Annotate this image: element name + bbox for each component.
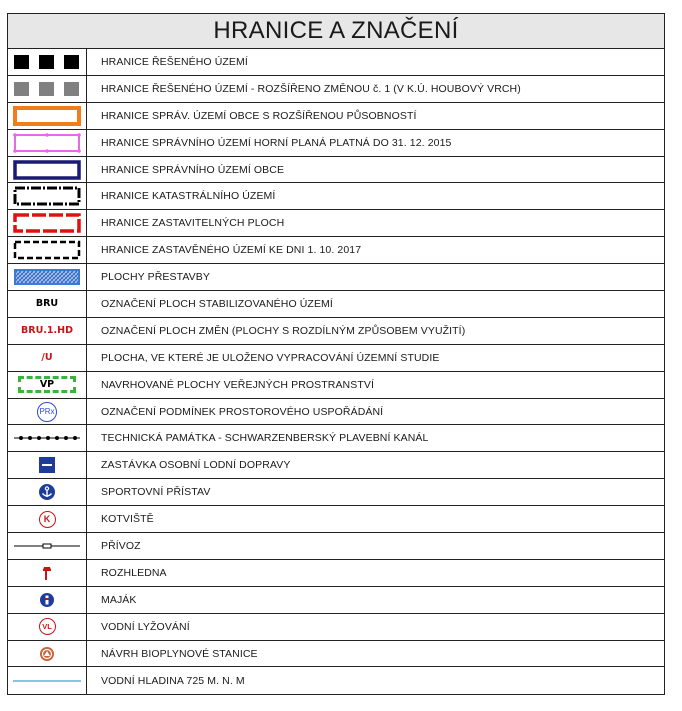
legend-table (7, 13, 665, 695)
legend-label: PLOCHA, VE KTERÉ JE ULOŽENO VYPRACOVÁNÍ ÚZEMNÍ STUDIE (101, 351, 440, 364)
legend-title: HRANICE A ZNAČENÍ (8, 14, 664, 49)
legend-label: MAJÁK (101, 593, 137, 606)
legend-label: VODNÍ LYŽOVÁNÍ (101, 620, 190, 633)
legend-row (8, 452, 664, 479)
legend-label: HRANICE ŘEŠENÉHO ÚZEMÍ (101, 55, 248, 68)
legend-label: HRANICE ZASTAVĚNÉHO ÚZEMÍ KE DNI 1. 10. 2017 (101, 244, 362, 257)
legend-row (8, 210, 664, 237)
legend-label: KOTVIŠTĚ (101, 513, 154, 526)
water-line-icon (8, 667, 87, 694)
legend-label: ZASTÁVKA OSOBNÍ LODNÍ DOPRAVY (101, 459, 291, 472)
legend-label: PŘÍVOZ (101, 539, 141, 552)
legend-code: K (43, 514, 51, 525)
prx-circle-icon (8, 399, 87, 425)
legend-label: NÁVRH BIOPLYNOVÉ STANICE (101, 647, 258, 660)
legend-label: PLOCHY PŘESTAVBY (101, 271, 210, 284)
legend-label: VODNÍ HLADINA 725 M. N. M (101, 674, 245, 687)
navy-rectangle-icon (8, 157, 87, 183)
magenta-rectangle-icon (8, 130, 87, 156)
legend-label: HRANICE SPRÁVNÍHO ÚZEMÍ HORNÍ PLANÁ PLATNÁ DO 31. 12. 2015 (101, 136, 452, 149)
red-dashed-rectangle-icon (8, 210, 87, 236)
green-dashed-box-icon (8, 372, 87, 398)
legend-row (8, 372, 664, 399)
legend-row (8, 614, 664, 641)
legend-row (8, 103, 664, 130)
legend-row (8, 587, 664, 614)
legend-code: VP (39, 379, 55, 391)
legend-row (8, 157, 664, 184)
boat-stop-icon (8, 452, 87, 478)
legend-row (8, 291, 664, 318)
legend-row (8, 237, 664, 264)
legend-row (8, 49, 664, 76)
code-text-icon (8, 318, 87, 344)
dotted-line-icon (8, 425, 87, 451)
legend-label: OZNAČENÍ PLOCH ZMĚN (PLOCHY S ROZDÍLNÝM ZPŮSOBEM VYUŽITÍ) (101, 324, 466, 337)
legend-row (8, 641, 664, 668)
legend-label: HRANICE ŘEŠENÉHO ÚZEMÍ - ROZŠÍŘENO ZMĚNOU č. 1 (V K.Ú. HOUBOVÝ VRCH) (101, 82, 521, 95)
code-text-icon (8, 345, 87, 371)
black-dashdot-rectangle-icon (8, 183, 87, 209)
legend-code: BRU.1.HD (21, 325, 73, 337)
vl-circle-icon (8, 614, 87, 640)
legend-row (8, 479, 664, 506)
legend-row (8, 345, 664, 372)
anchor-circle-icon (8, 479, 87, 505)
orange-rectangle-icon (8, 103, 87, 129)
legend-label: NAVRHOVANÉ PLOCHY VEŘEJNÝCH PROSTRANSTVÍ (101, 378, 374, 391)
legend-label: ROZHLEDNA (101, 566, 167, 579)
k-circle-icon (8, 506, 87, 532)
legend-label: SPORTOVNÍ PŘÍSTAV (101, 486, 211, 499)
legend-row (8, 506, 664, 533)
legend-row (8, 399, 664, 426)
legend-code: VL (42, 622, 52, 632)
legend-code: PRx (39, 407, 55, 417)
black-dashed-rectangle-icon (8, 237, 87, 263)
legend-label: OZNAČENÍ PLOCH STABILIZOVANÉHO ÚZEMÍ (101, 297, 333, 310)
black-dashed-boundary-icon (8, 49, 87, 75)
legend-row (8, 425, 664, 452)
blue-hatched-area-icon (8, 264, 87, 290)
code-text-icon (8, 291, 87, 317)
legend-label: TECHNICKÁ PAMÁTKA - SCHWARZENBERSKÝ PLAVEBNÍ KANÁL (101, 432, 429, 445)
legend-label: HRANICE ZASTAVITELNÝCH PLOCH (101, 217, 285, 230)
lookout-tower-icon (8, 560, 87, 586)
legend-row (8, 318, 664, 345)
legend-label: HRANICE SPRÁVNÍHO ÚZEMÍ OBCE (101, 163, 285, 176)
legend-row (8, 76, 664, 103)
legend-row (8, 533, 664, 560)
legend-row (8, 183, 664, 210)
legend-row (8, 130, 664, 157)
legend-label: HRANICE SPRÁV. ÚZEMÍ OBCE S ROZŠÍŘENOU PŮSOBNOSTÍ (101, 109, 417, 122)
ferry-line-icon (8, 533, 87, 559)
legend-code: BRU (35, 298, 59, 310)
legend-label: OZNAČENÍ PODMÍNEK PROSTOROVÉHO USPOŘÁDÁNÍ (101, 405, 384, 418)
legend-row (8, 264, 664, 291)
legend-row (8, 667, 664, 694)
biogas-circle-icon (8, 641, 87, 667)
legend-row (8, 560, 664, 587)
lighthouse-icon (8, 587, 87, 613)
legend-label: HRANICE KATASTRÁLNÍHO ÚZEMÍ (101, 190, 276, 203)
grey-dashed-boundary-icon (8, 76, 87, 102)
legend-code: /U (41, 352, 53, 364)
